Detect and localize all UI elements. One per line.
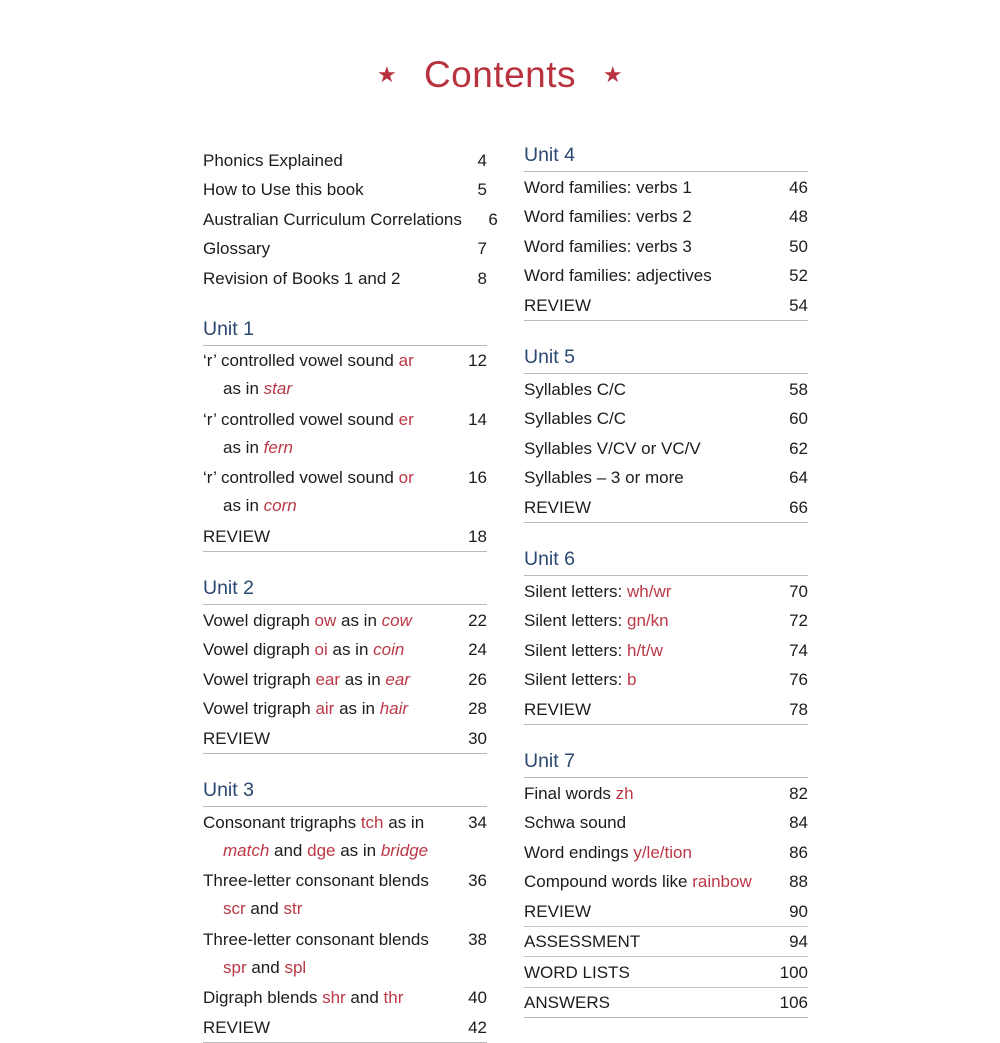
toc-entry-text: Vowel trigraph [203,669,316,689]
toc-entry[interactable] [203,175,487,205]
toc-entry-highlight: wh/wr [627,581,672,601]
toc-entry-text: as in [334,699,380,719]
toc-section-unit-1 [203,319,487,552]
toc-entry[interactable] [203,807,487,837]
toc-entry-highlight: or [398,468,414,488]
toc-entry-text: as in [335,840,381,860]
toc-entry[interactable] [203,463,487,493]
toc-entry-text: as in [327,640,374,660]
toc-entry-highlight: ar [398,351,414,371]
toc-section-unit-5 [524,347,808,523]
toc-entry[interactable] [203,375,487,404]
toc-entry-label [524,671,636,688]
toc-entry-page-number: 6 [488,209,498,229]
toc-entry-page-number: 64 [789,468,808,488]
toc-entry[interactable] [203,895,487,924]
toc-entry[interactable] [203,492,487,521]
toc-entry-text: Glossary [203,239,271,258]
toc-entry-text: REVIEW [524,699,592,719]
toc-entry-text: and [269,840,308,860]
toc-entry-text: as in [223,496,264,516]
toc-entry[interactable] [203,664,487,694]
toc-entry-page-number: 70 [789,581,808,601]
toc-entry[interactable] [203,635,487,665]
toc-entry-page-number: 78 [789,699,808,719]
toc-entry-label [223,497,297,514]
toc-entry-highlight: match [223,840,270,860]
toc-entry-label [203,211,462,228]
unit-heading[interactable]: Unit 3 [203,778,254,801]
star-icon-left: ★ [376,62,398,87]
toc-entry-text: Vowel digraph [203,640,315,660]
toc-entry[interactable] [203,605,487,635]
toc-entry-page-number: 84 [789,813,808,833]
toc-entry-text: REVIEW [524,295,592,315]
toc-entry-label [223,380,292,397]
toc-entry-label [524,814,626,831]
toc-entry-label [203,931,429,948]
toc-entry-highlight: cow [381,610,412,630]
toc-entry-page-number: 86 [789,842,808,862]
toc-entry-text: and [345,988,384,1008]
toc-section-unit-6 [524,549,808,725]
toc-entry-highlight: h/t/w [627,640,663,660]
toc-entry-text: ‘r’ controlled vowel sound [203,351,399,371]
toc-entry-text: ASSESSMENT [524,932,641,952]
toc-entry-text: Digraph blends [203,988,323,1008]
toc-entry-text: WORD LISTS [524,962,630,982]
toc-entry-label [203,671,410,688]
toc-entry-label [203,411,414,428]
toc-entry[interactable] [203,204,498,234]
section-divider-bottom [524,1017,808,1018]
page-title-text: Contents [423,54,577,95]
toc-entry[interactable] [203,404,487,434]
toc-entry[interactable] [203,866,487,896]
toc-entry-highlight: b [627,670,637,690]
toc-entry-highlight: dge [307,840,336,860]
toc-entry-page-number: 94 [789,932,808,952]
toc-entry-page-number: 46 [789,177,808,197]
toc-entry-label [203,700,408,717]
toc-entry-label [223,900,302,917]
toc-entry-highlight: fern [263,437,293,457]
toc-entry-text: REVIEW [203,728,271,748]
toc-entry-page-number: 76 [789,670,808,690]
toc-entry-page-number: 90 [789,901,808,921]
toc-entry-text: as in [223,379,264,399]
toc-entry-page-number: 5 [477,180,487,199]
toc-entry-label [203,814,424,831]
toc-entry-label [203,152,343,169]
toc-entry[interactable] [203,954,487,983]
toc-section-unit-4 [524,145,808,321]
toc-section-unit-7 [524,751,808,1018]
toc-section-unit-2 [203,578,487,754]
toc-entry-label [524,903,591,920]
toc-entry-text: Silent letters: [524,670,627,690]
toc-entry[interactable] [524,635,808,665]
toc-entry-text: REVIEW [203,526,271,546]
toc-entry-page-number: 74 [789,640,808,660]
toc-entry-label [524,410,626,427]
section-divider-bottom [203,551,487,552]
toc-entry-text: REVIEW [524,497,592,517]
toc-entry-text: Silent letters: [524,611,627,631]
toc-entry[interactable] [203,521,487,551]
toc-entry-text: REVIEW [203,1017,271,1037]
toc-entry-text: ANSWERS [524,993,610,1013]
toc-entry[interactable] [524,927,808,957]
toc-entry-highlight: corn [263,496,297,516]
toc-entry-label [524,642,663,659]
toc-entry-label [203,270,401,287]
toc-entry[interactable] [524,606,808,636]
toc-entry-highlight: shr [322,988,346,1008]
toc-entry-text: Syllables C/C [524,379,627,399]
toc-entry[interactable] [203,924,487,954]
toc-entry-text: How to Use this book [203,180,364,199]
toc-entry[interactable] [203,837,487,866]
toc-section-unit-3 [203,780,487,1043]
toc-entry-label [524,267,712,284]
toc-entry-page-number: 28 [468,699,487,719]
toc-entry-label [524,612,669,629]
toc-entry[interactable] [524,694,808,724]
toc-entry-page-number: 24 [468,640,487,660]
toc-entry-highlight: ear [385,669,410,689]
toc-entry[interactable] [524,172,808,202]
toc-entry-page-number: 62 [789,438,808,458]
toc-entry-text: as in [223,437,264,457]
toc-entry-highlight: ear [315,669,341,689]
toc-entry-highlight: zh [615,783,634,803]
unit-heading[interactable]: Unit 7 [524,749,575,772]
toc-entry-highlight: air [315,699,335,719]
toc-entry-page-number: 52 [789,266,808,286]
toc-entry-label [524,844,692,861]
toc-entry-page-number: 82 [789,783,808,803]
toc-entry-label [203,1019,270,1036]
toc-entry-text: Word families: verbs 2 [524,207,692,227]
toc-entry-text: Word endings [524,842,634,862]
toc-entry-page-number: 22 [468,610,487,630]
toc-entry[interactable] [524,261,808,291]
toc-entry-text: Word families: verbs 3 [524,236,692,256]
toc-entry[interactable] [524,957,808,987]
contents-column-right [524,145,808,1018]
toc-entry-highlight: rainbow [692,872,752,892]
toc-entry-page-number: 50 [789,236,808,256]
toc-entry-text: as in [383,812,425,832]
toc-entry-text: as in [340,669,386,689]
toc-entry-text: Syllables C/C [524,409,627,429]
toc-entry-highlight: thr [383,988,404,1008]
toc-entry-page-number: 54 [789,295,808,315]
toc-entry-label [524,381,626,398]
toc-entry-highlight: hair [379,699,409,719]
contents-column-left [203,145,498,1043]
toc-entry[interactable] [203,1012,487,1042]
toc-entry-text: Compound words like [524,872,693,892]
toc-entry-text: Vowel trigraph [203,699,316,719]
toc-entry-label [203,641,404,658]
toc-entry-label [203,240,270,257]
toc-entry-highlight: y/le/tion [633,842,692,862]
toc-entry[interactable] [203,346,487,376]
toc-entry-page-number: 60 [789,409,808,429]
toc-entry[interactable] [524,896,808,926]
toc-entry-text: Three-letter consonant blends [203,929,429,949]
toc-entry-label [203,612,412,629]
toc-entry-page-number: 16 [468,468,487,488]
toc-entry-text: and [246,957,285,977]
toc-entry-label [203,528,270,545]
toc-entry-text: Silent letters: [524,640,627,660]
unit-heading[interactable]: Unit 5 [524,345,575,368]
toc-entry-text: as in [336,610,382,630]
toc-entry-highlight: tch [360,812,384,832]
toc-entry-page-number: 48 [789,207,808,227]
page-title [0,56,1000,93]
toc-entry-label [524,179,692,196]
toc-entry-text: Word families: verbs 1 [524,177,692,197]
toc-entry-label [524,933,640,950]
toc-entry-page-number: 66 [789,497,808,517]
toc-entry-page-number: 36 [468,871,487,891]
toc-entry-page-number: 12 [468,351,487,371]
toc-entry-page-number: 4 [477,150,487,170]
toc-entry-label [524,873,752,890]
section-divider-bottom [524,522,808,523]
toc-entry[interactable] [203,694,487,724]
toc-entry-label [524,994,610,1011]
toc-entry-highlight: spr [223,957,247,977]
toc-entry-text: Word families: adjectives [524,266,712,286]
section-divider-bottom [524,320,808,321]
toc-entry[interactable] [524,492,808,522]
section-divider-bottom [203,753,487,754]
toc-entry-highlight: gn/kn [627,611,669,631]
toc-entry[interactable] [524,433,808,463]
toc-entry-page-number: 40 [468,988,487,1008]
toc-entry[interactable] [524,404,808,434]
toc-entry-text: Schwa sound [524,813,627,833]
toc-entry-label [524,440,701,457]
toc-entry-highlight: ow [314,610,337,630]
toc-entry[interactable] [203,145,487,175]
toc-entry[interactable] [524,202,808,232]
toc-entry-label [203,181,364,198]
toc-entry-text: REVIEW [524,901,592,921]
toc-entry-page-number: 26 [468,669,487,689]
toc-entry-page-number: 7 [477,239,487,258]
toc-entry[interactable] [203,434,487,463]
unit-heading[interactable]: Unit 2 [203,576,254,599]
toc-entry-page-number: 18 [468,526,487,546]
toc-entry-label [203,730,270,747]
toc-entry[interactable] [524,463,808,493]
toc-entry-text: Final words [524,783,616,803]
toc-entry[interactable] [524,808,808,838]
toc-entry[interactable] [524,374,808,404]
toc-entry-label [223,439,293,456]
toc-entry-label [203,989,403,1006]
toc-entry[interactable] [524,837,808,867]
toc-section-front-matter [203,145,498,293]
toc-entry-text: Phonics Explained [203,150,343,170]
toc-entry-label [524,785,634,802]
toc-entry-highlight: str [283,899,303,919]
toc-entry-text: Syllables V/CV or VC/V [524,438,701,458]
toc-entry-highlight: coin [373,640,405,660]
toc-entry-page-number: 106 [779,993,808,1013]
toc-entry[interactable] [524,778,808,808]
toc-entry-highlight: scr [223,899,246,919]
toc-entry-text: ‘r’ controlled vowel sound [203,468,399,488]
toc-entry-label [524,238,692,255]
toc-entry[interactable] [524,867,808,897]
toc-entry[interactable] [203,234,487,264]
toc-entry-label [524,499,591,516]
unit-heading[interactable]: Unit 4 [524,144,575,166]
toc-entry[interactable] [524,988,808,1018]
toc-entry[interactable] [203,723,487,753]
toc-entry-label [524,583,671,600]
toc-entry-highlight: star [263,379,292,399]
star-icon-right: ★ [602,62,624,87]
toc-entry[interactable] [524,231,808,261]
toc-entry-label [524,964,630,981]
unit-heading[interactable]: Unit 6 [524,547,575,570]
toc-entry-text: Vowel digraph [203,610,315,630]
toc-entry-highlight: oi [314,640,328,660]
toc-entry-label [223,842,428,859]
toc-entry-text: Silent letters: [524,581,627,601]
toc-entry-text: Australian Curriculum Correlations [203,209,462,229]
toc-entry[interactable] [203,263,487,293]
toc-entry-text: Consonant trigraphs [203,812,361,832]
toc-entry-page-number: 42 [468,1017,487,1037]
toc-entry-highlight: bridge [380,840,429,860]
toc-entry-text: ‘r’ controlled vowel sound [203,409,399,429]
toc-entry-text: Revision of Books 1 and 2 [203,268,401,288]
toc-entry-label [203,872,429,889]
toc-entry-text: Three-letter consonant blends [203,871,429,891]
toc-entry-page-number: 30 [468,728,487,748]
toc-entry-highlight: spl [284,957,307,977]
toc-entry-text: and [245,899,284,919]
toc-entry[interactable] [203,983,487,1013]
toc-entry[interactable] [524,290,808,320]
toc-entry-label [203,469,414,486]
toc-entry-page-number: 58 [789,379,808,399]
toc-entry-highlight: er [398,409,414,429]
toc-entry-label [203,352,414,369]
toc-entry-text: Syllables – 3 or more [524,468,684,488]
unit-heading[interactable]: Unit 1 [203,317,254,340]
toc-entry-page-number: 72 [789,611,808,631]
section-divider-bottom [524,724,808,725]
toc-entry[interactable] [524,665,808,695]
toc-entry-label [524,701,591,718]
toc-entry-label [524,469,684,486]
toc-entry-page-number: 8 [477,268,487,288]
toc-entry-page-number: 38 [468,929,487,949]
toc-entry[interactable] [524,576,808,606]
toc-entry-label [524,208,692,225]
toc-entry-page-number: 100 [779,962,808,982]
toc-entry-page-number: 88 [789,872,808,892]
toc-entry-page-number: 14 [468,409,487,429]
toc-entry-label [524,297,591,314]
toc-entry-page-number: 34 [468,812,487,832]
toc-entry-label [223,959,306,976]
